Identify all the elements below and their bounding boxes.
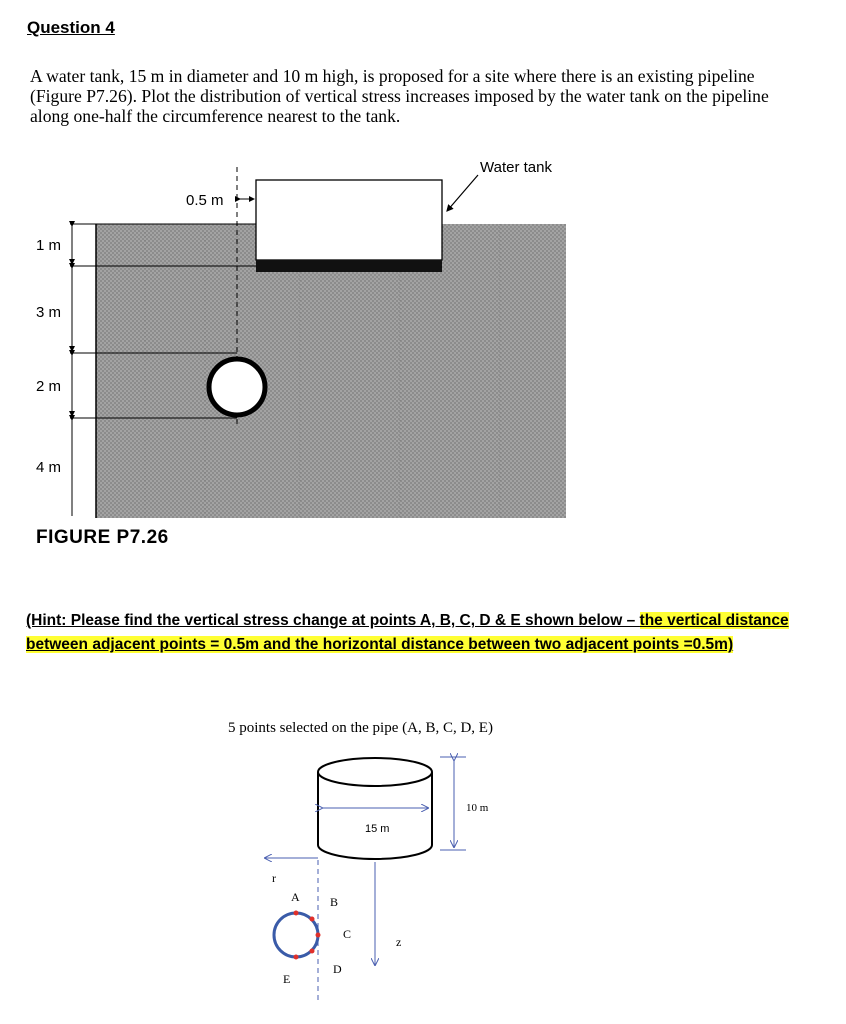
hint-text bbox=[26, 609, 816, 657]
point-a bbox=[294, 911, 299, 916]
figure2-title: 5 points selected on the pipe (A, B, C, D, E) bbox=[228, 720, 493, 736]
offset-label: 0.5 m bbox=[186, 192, 224, 209]
z-axis-label: z bbox=[396, 935, 402, 949]
height-label: 10 m bbox=[466, 802, 489, 814]
question-text: A water tank, 15 m in diameter and 10 m high, is proposed for a site where there is an existing pipeline (Figure P7.26). Plot the distribution of vertical stress increases imposed by the water tank on the pipeline along one-half the circumference nearest to the tank. bbox=[30, 66, 769, 126]
hint-part-1: (Hint: Please find the vertical stress change at points A, B, C, D & E shown below – bbox=[26, 612, 640, 629]
point-label-d: D bbox=[333, 962, 342, 976]
depth-label-1: 1 m bbox=[36, 237, 62, 254]
point-label-a: A bbox=[291, 890, 300, 904]
pipe bbox=[209, 359, 265, 415]
diameter-label: 15 m bbox=[365, 823, 390, 835]
depth-label-3: 2 m bbox=[36, 378, 62, 395]
point-label-b: B bbox=[330, 895, 339, 909]
hint-highlight: the vertical distance between adjacent points = 0.5m and the horizontal distance between two adjacent points =0.5m) bbox=[26, 612, 789, 653]
water-tank bbox=[256, 180, 442, 260]
tank-label: Water tank bbox=[480, 159, 552, 176]
point-b bbox=[310, 917, 315, 922]
point-c bbox=[316, 933, 321, 938]
point-d bbox=[310, 949, 315, 954]
depth-label-4: 4 m bbox=[36, 459, 62, 476]
point-label-c: C bbox=[343, 927, 352, 941]
tank-foundation bbox=[256, 260, 442, 272]
r-axis-label: r bbox=[272, 871, 276, 885]
question-heading: Question 4 bbox=[27, 18, 115, 37]
point-label-e: E bbox=[283, 972, 291, 986]
figure-caption: FIGURE P7.26 bbox=[36, 527, 169, 548]
depth-label-2: 3 m bbox=[36, 304, 62, 321]
point-e bbox=[294, 955, 299, 960]
